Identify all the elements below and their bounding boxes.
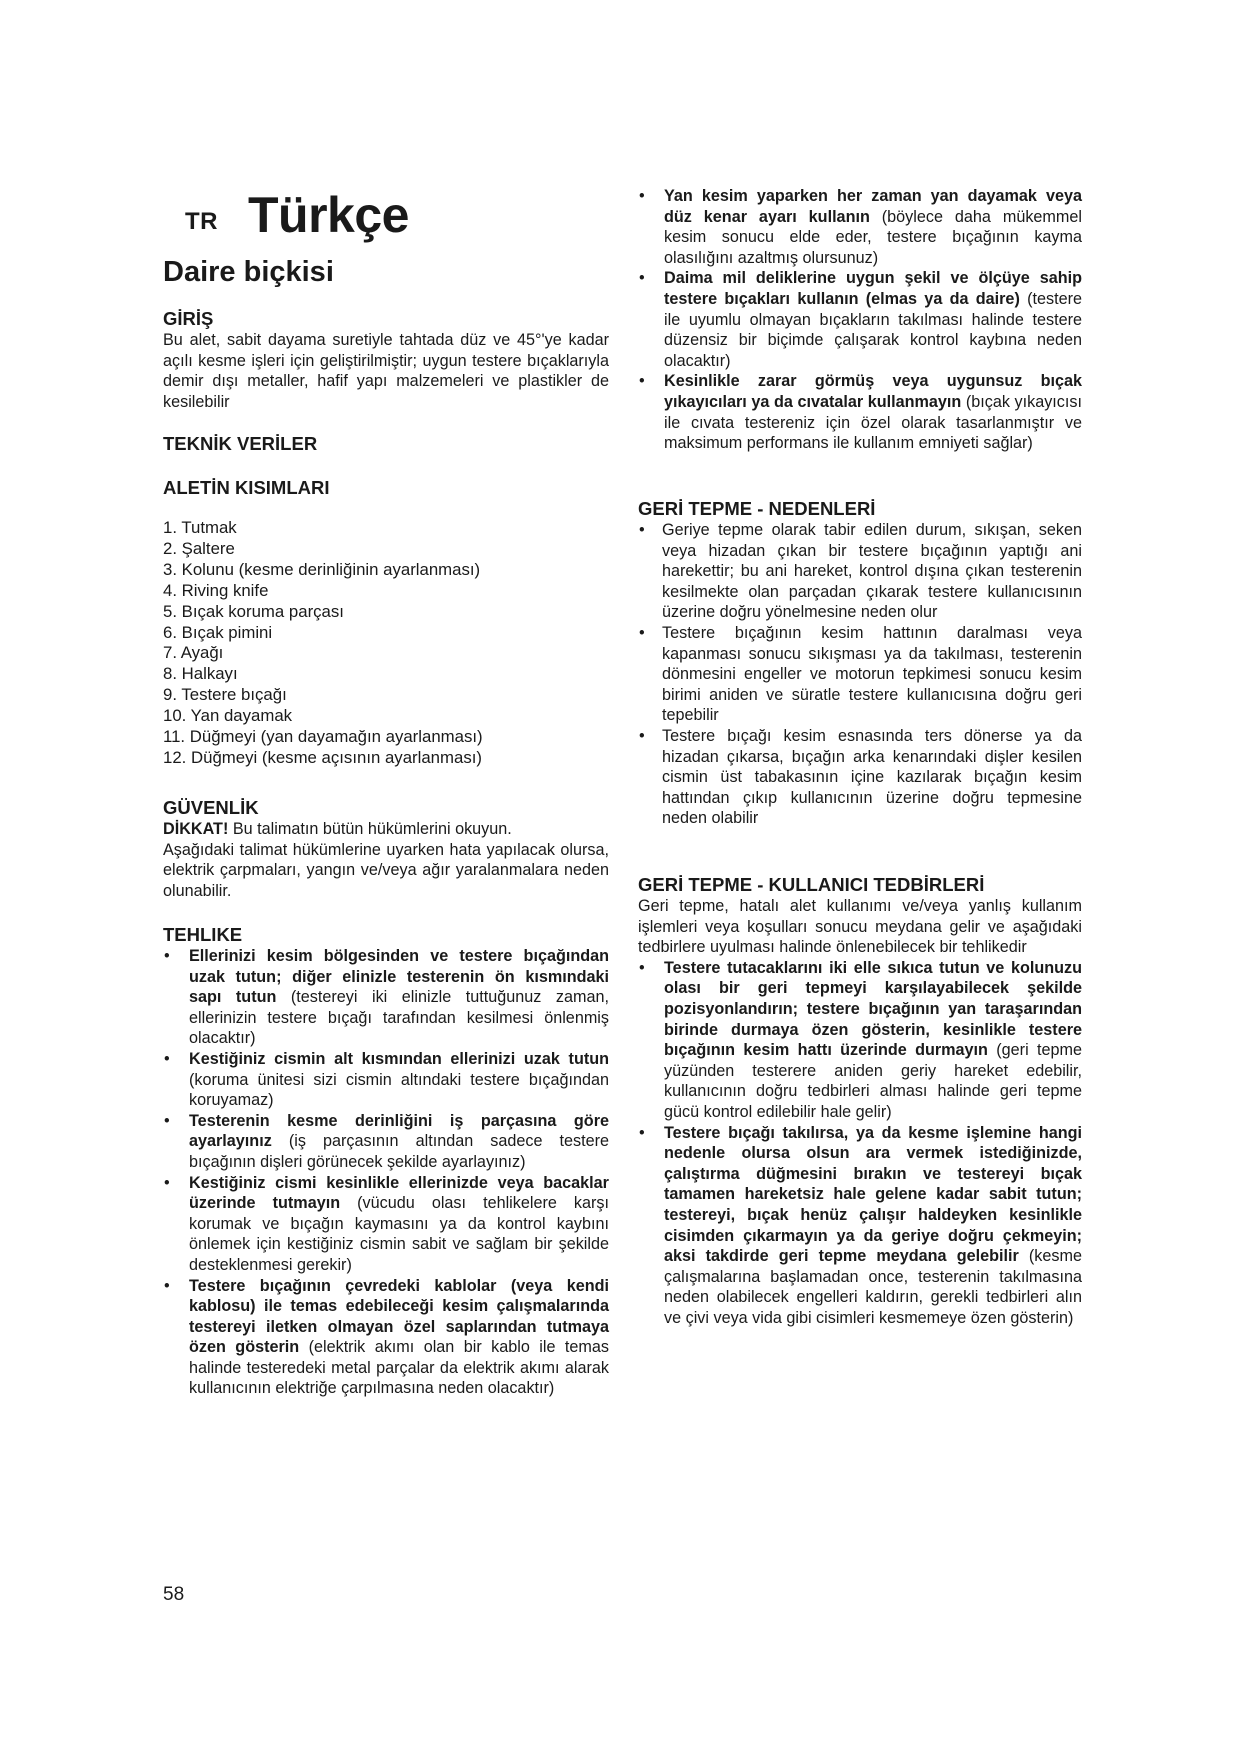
page-number: 58 (163, 1584, 185, 1605)
attention-text: Bu talimatın bütün hükümlerini okuyun. (228, 820, 512, 838)
intro-section (163, 308, 609, 412)
item-bold-text: Daima mil deliklerine uygun şekil ve ölçüye sahip testere bıçakları kullanın (elmas ya da daire) (664, 269, 1082, 308)
item-text: (testere ile uyumlu olmayan bıçakların takılması halinde testere düzensiz bir biçimde çalışarak kontrol kaybına neden olacaktır) (664, 289, 1082, 370)
danger-continued (638, 186, 1082, 454)
kickback-causes-section (638, 498, 1082, 829)
item-bold-text: Testere bıçağı takılırsa, ya da kesme işlemine hangi nedenle olursa olsun ara vermek istediğinizde, çalıştırma düğmesini bırakın ve testereyi bıçak tamamen hareketsiz hale gelene kadar sabit tutun; testereyi, bıçak henüz çalışır haldeyken kesinlikle cisimden çıkarmayın ya da geriye doğru çekmeyin; aksi takdirde geri tepme meydana gelebilir (664, 1123, 1082, 1266)
danger-heading: TEHLIKE (163, 924, 243, 945)
parts-list (163, 518, 609, 769)
danger-list-continued (638, 186, 1082, 454)
lang-code: TR (185, 208, 218, 235)
product-title: Daire biçkisi (163, 256, 334, 288)
language-title: Türkçe (248, 187, 409, 243)
kickback-measures-text: Geri tepme, hatalı alet kullanımı ve/veya yanlış kullanım işlemleri veya koşulları sonucu meydana gelir ve aşağıdaki tedbirlere uyulması halinde önlenebilecek bir tehlikedir (638, 897, 1082, 957)
list-item: 9. Testere bıçağı (163, 685, 287, 705)
attention-label: DİKKAT! (163, 820, 229, 838)
list-item (638, 1123, 1082, 1329)
list-item: 12. Düğmeyi (kesme açısının ayarlanması) (163, 747, 482, 767)
list-item (163, 1049, 609, 1111)
safety-heading: GÜVENLİK (163, 797, 259, 818)
list-item (638, 186, 1082, 268)
technical-heading: TEKNİK VERİLER (163, 433, 318, 454)
list-item (638, 958, 1082, 1123)
item-text: (koruma ünitesi sizi cismin altındaki testere bıçağından koruyamaz) (189, 1070, 609, 1110)
list-item (163, 1111, 609, 1173)
item-bold-text: Testere bıçağının çevredeki kablolar (veya kendi kablosu) ile temas edebileceği kesim çalışmalarında testereyi iletken olmayan özel saplarından tutmaya özen gösterin (189, 1276, 609, 1357)
item-text: (iş parçasının altından sadece testere bıçağının dişleri görünecek şekilde ayarlayınız) (189, 1132, 609, 1171)
list-item (163, 1276, 609, 1400)
list-item (163, 1173, 609, 1276)
item-text: (bıçak yıkayıcısı ile cıvata testereniz için özel olarak tasarlanmıştır ve maksimum performans ile kullanım emniyeti sağlar) (664, 392, 1082, 453)
item-text: (böylece daha mükemmel kesim sonucu elde eder, testere bıçağının kayma olasılığını azaltmış olursunuz) (664, 207, 1082, 267)
list-item: 7. Ayağı (163, 643, 224, 663)
danger-section (163, 924, 609, 1399)
item-bold-text: Kestiğiniz cismi kesinlikle ellerinizde veya bacaklar üzerinde tutmayın (189, 1173, 609, 1213)
item-text: (vücudu olası tehlikelere karşı korumak ve bıçağın kaymasını ya da kontrol kaybını önlemek için kestiğiniz cismin sabit ve sağlam bir şekilde desteklenmesi gerekir) (189, 1194, 610, 1274)
item-bold-text: Testere tutacaklarını iki elle sıkıca tutun ve kolunuzu olası bir geri tepmeyi karşılayabilecek şekilde pozisyonlandırın; testere bıçağının yan taraşarından birinde durmaya özen gösterin, kesinlikle testere bıçağının kesim hattı üzerinde durmayın (664, 958, 1082, 1060)
item-bold-text: Testerenin kesme derinliğini iş parçasına göre ayarlayınız (189, 1111, 609, 1151)
item-bold-text: Yan kesim yaparken her zaman yan dayamak veya düz kenar ayarı kullanın (664, 187, 1082, 226)
kickback-measures-section (638, 874, 1082, 1328)
list-item: • Geriye tepme olarak tabir edilen durum, sıkışan, seken veya hizadan çıkan bir testere bıçağının yaptığı ani harekettir; bu ani hareket, kontrol dışına çıkan testerenin kesilmekte olan parçadan çıkarak testere kullanıcısının üzerine doğru yönelmesine neden olur (638, 520, 1082, 623)
intro-text: Bu alet, sabit dayama suretiyle tahtada düz ve 45°'ye kadar açılı kesme işleri için geliştirilmiştir; uygun testere bıçaklarıyla demir dışı metaller, hafif yapı malzemeleri ve plastikler de kesilebilir (163, 331, 609, 411)
item-bold-text: Kestiğiniz cismin alt kısmından ellerinizi uzak tutun (189, 1049, 609, 1068)
list-item: 4. Riving knife (163, 580, 269, 600)
list-item (638, 268, 1082, 371)
item-bold-text: Ellerinizi kesim bölgesinden ve testere bıçağından uzak tutun; diğer elinizle testerenin ön kısmındaki sapı tutun (189, 947, 609, 1007)
parts-section (163, 477, 609, 769)
list-item (638, 371, 1082, 453)
safety-attention (163, 819, 609, 840)
list-item: • Testere bıçağının kesim hattının daralması veya kapanması sonucu sıkışması ya da takılması, testerenin dönmesini engeller ve motorun tepkimesi sonucu kesim birimi aniden ve süratle testere kullanıcısına doğru geri tepebilir (638, 623, 1082, 726)
list-item: 6. Bıçak pimini (163, 622, 273, 642)
kickback-measures-heading: GERİ TEPME - KULLANICI TEDBİRLERİ (638, 874, 985, 895)
item-text: (geri tepme yüzünden testerere aniden geriy hareket edebilir, kullanıcının doğru tedbirleri alması halinde geri tepme gücü kontrol edilebilir hale gelir) (664, 1041, 1083, 1121)
list-item: 5. Bıçak koruma parçası (163, 601, 344, 621)
item-bold-text: Kesinlikle zarar görmüş veya uygunsuz bıçak yıkayıcıları ya da cıvatalar kullanmayın (664, 372, 1082, 411)
kickback-causes-list (638, 520, 1082, 829)
list-item: 8. Halkayı (163, 664, 238, 684)
danger-list (163, 946, 609, 1399)
list-item: 3. Kolunu (kesme derinliğinin ayarlanması) (163, 559, 481, 579)
list-item: • Testere bıçağı kesim esnasında ters dönerse ya da hizadan çıkarsa, bıçağın arka kenarındaki dişler kesilen cismin üst tabakasının içine kazılarak bıçağın kesim hattından çıkıp kullanıcının üzerine doğru tepmesine neden olabilir (638, 726, 1082, 829)
item-text: (kesme çalışmalarına başlamadan once, testerenin takılmasına neden olabilecek engelleri kaldırın, gerekli tedbirleri alın ve çivi veya vida gibi cisimleri kesmemeye özen gösterin) (664, 1247, 1082, 1327)
list-item: 2. Şaltere (163, 538, 235, 558)
list-item (163, 946, 609, 1049)
list-item: 10. Yan dayamak (163, 706, 293, 726)
kickback-measures-list (638, 958, 1082, 1329)
list-item: 11. Düğmeyi (yan dayamağın ayarlanması) (163, 727, 483, 747)
safety-text: Aşağıdaki talimat hükümlerine uyarken hata yapılacak olursa, elektrik çarpmaları, yangın ve/veya ağır yaralanmalara neden olunabilir. (163, 840, 609, 900)
intro-heading: GİRİŞ (163, 308, 214, 329)
item-text: (elektrik akımı olan bir kablo ile temas halinde testeredeki metal parçalar da elektrik akımı alarak kullanıcının elektriğe çarpılmasına neden olacaktır) (189, 1338, 609, 1398)
parts-heading: ALETİN KISIMLARI (163, 477, 330, 498)
list-item: 1. Tutmak (163, 518, 237, 537)
safety-section (163, 797, 609, 901)
item-text: (testereyi iki elinizle tuttuğunuz zaman, ellerinizin testere bıçağı tarafından kesilmesi önlenmiş olacaktır) (189, 988, 609, 1048)
kickback-causes-heading: GERİ TEPME - NEDENLERİ (638, 498, 876, 519)
